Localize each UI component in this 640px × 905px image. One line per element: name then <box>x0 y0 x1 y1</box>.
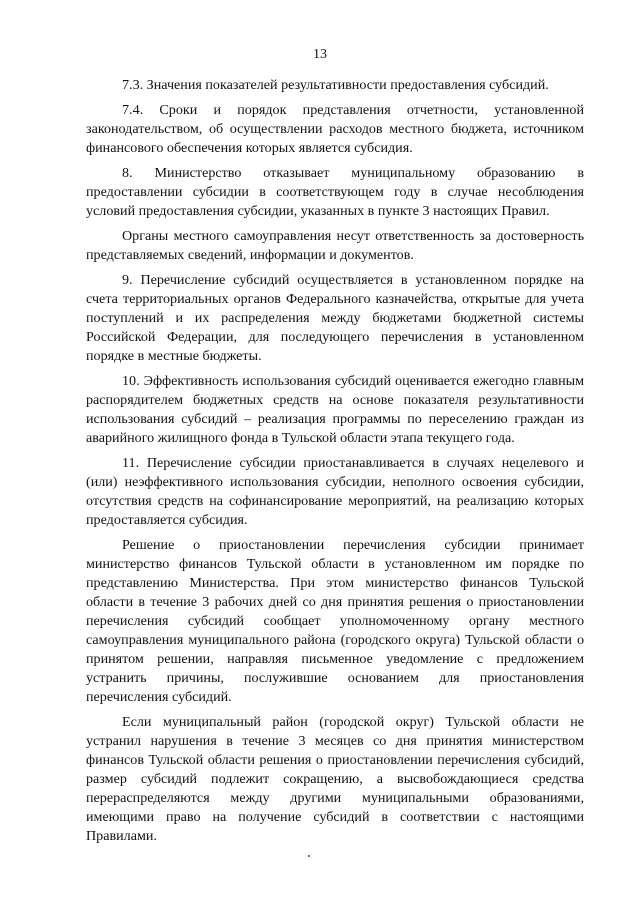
paragraph-10: 10. Эффективность использования субсидий оценивается ежегодно главным распорядителем бюджетных средств на основе показателя результативности использования субсидий – реализация программы по переселению граждан из аварийного жилищного фонда в Тульской области этапа текущего года. <box>86 373 584 446</box>
paragraph-8-responsibility: Органы местного самоуправления несут ответственность за достоверность представляемых сведений, информации и документов. <box>86 228 584 263</box>
document-body <box>86 76 584 846</box>
paragraph-7-3: 7.3. Значения показателей результативности предоставления субсидий. <box>122 77 549 93</box>
paragraph-11-decision: Решение о приостановлении перечисления субсидии принимает министерство финансов Тульской области в установленном им порядке по представлению Министерства. При этом министерство финансов Тульской области в течение 3 рабочих дней со дня принятия решения о приостановлении перечисления субсидий сообщает уполномоченному органу местного самоуправления муниципального района (городского округа) Тульской области о принятом решении, направляя письменное уведомление с предложением устранить причины, послужившие основанием для приостановления перечисления субсидий. <box>86 537 584 705</box>
scan-speck <box>308 855 310 857</box>
paragraph-9: 9. Перечисление субсидий осуществляется в установленном порядке на счета территориальных органов Федерального казначейства, открытые для учета поступлений и их распределения между бюджетами бюджетной системы Российской Федерации, для последующего перечисления в установленном порядке в местные бюджеты. <box>86 272 584 364</box>
paragraph-8: 8. Министерство отказывает муниципальному образованию в предоставлении субсидии в соответствующем году в случае несоблюдения условий предоставления субсидии, указанных в пункте 3 настоящих Правил. <box>86 165 584 219</box>
paragraph-7-4: 7.4. Сроки и порядок представления отчетности, установленной законодательством, об осуществлении расходов местного бюджета, источником финансового обеспечения которых является субсидия. <box>86 102 584 156</box>
page-number: 13 <box>313 47 327 62</box>
paragraph-11: 11. Перечисление субсидии приостанавливается в случаях нецелевого и (или) неэффективного использования субсидии, неполного освоения субсидии, отсутствия средств на софинансирование мероприятий, на реализацию которых предоставляется субсидия. <box>86 455 584 528</box>
paragraph-11-reduction: Если муниципальный район (городской округ) Тульской области не устранил нарушения в течение 3 месяцев со дня принятия министерством финансов Тульской области решения о приостановлении перечисления субсидий, размер субсидий подлежит сокращению, а высвобождающиеся средства перераспределяются между другими муниципальными образованиями, имеющими право на получение субсидий в соответствии с настоящими Правилами. <box>86 714 584 844</box>
